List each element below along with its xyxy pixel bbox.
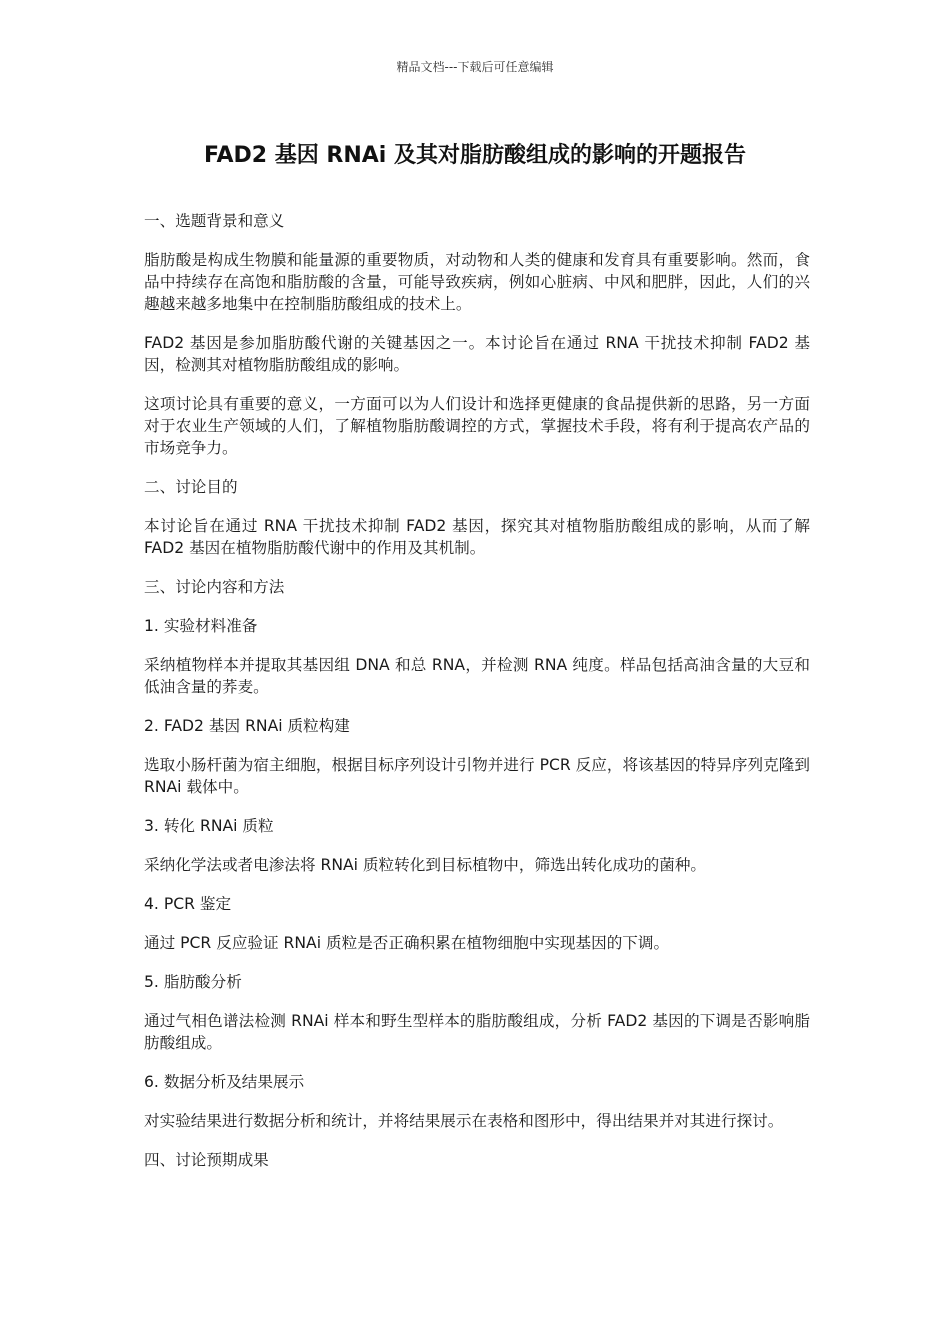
subheading-transformation: 3. 转化 RNAi 质粒 — [144, 817, 274, 835]
paragraph-data-analysis: 对实验结果进行数据分析和统计，并将结果展示在表格和图形中，得出结果并对其进行探讨。 — [144, 1112, 784, 1130]
paragraph-fatty-acid-analysis: 通过气相色谱法检测 RNAi 样本和野生型样本的脂肪酸组成，分析 FAD2 基因的下调是否影响脂肪酸组成。 — [144, 1012, 810, 1052]
paragraph-transformation: 采纳化学法或者电渗法将 RNAi 质粒转化到目标植物中，筛选出转化成功的菌种。 — [144, 856, 707, 874]
document-title: FAD2 基因 RNAi 及其对脂肪酸组成的影响的开题报告 — [204, 143, 746, 168]
paragraph-background-3: 这项讨论具有重要的意义，一方面可以为人们设计和选择更健康的食品提供新的思路，另一方面对于农业生产领域的人们，了解植物脂肪酸调控的方式，掌握技术手段，将有利于提高农产品的市场竞争力。 — [144, 395, 810, 457]
subheading-pcr: 4. PCR 鉴定 — [144, 895, 232, 913]
section-heading-methods: 三、讨论内容和方法 — [144, 578, 285, 596]
paragraph-purpose: 本讨论旨在通过 RNA 干扰技术抑制 FAD2 基因，探究其对植物脂肪酸组成的影响，从而了解 FAD2 基因在植物脂肪酸代谢中的作用及其机制。 — [144, 517, 810, 557]
header-note: 精品文档---下载后可任意编辑 — [396, 60, 554, 74]
subheading-fatty-acid-analysis: 5. 脂肪酸分析 — [144, 973, 242, 991]
subheading-materials: 1. 实验材料准备 — [144, 617, 258, 635]
paragraph-plasmid-construction: 选取小肠杆菌为宿主细胞，根据目标序列设计引物并进行 PCR 反应，将该基因的特异序列克隆到 RNAi 载体中。 — [144, 756, 810, 796]
paragraph-materials: 采纳植物样本并提取其基因组 DNA 和总 RNA，并检测 RNA 纯度。样品包括高油含量的大豆和低油含量的荞麦。 — [144, 656, 810, 696]
paragraph-background-1: 脂肪酸是构成生物膜和能量源的重要物质，对动物和人类的健康和发育具有重要影响。然而，食品中持续存在高饱和脂肪酸的含量，可能导致疾病，例如心脏病、中风和肥胖，因此，人们的兴趣越来越多地集中在控制脂肪酸组成的技术上。 — [144, 251, 810, 313]
subheading-data-analysis: 6. 数据分析及结果展示 — [144, 1073, 305, 1091]
document-body — [144, 210, 810, 1188]
subheading-plasmid-construction: 2. FAD2 基因 RNAi 质粒构建 — [144, 717, 350, 735]
paragraph-background-2: FAD2 基因是参加脂肪酸代谢的关键基因之一。本讨论旨在通过 RNA 干扰技术抑制 FAD2 基因，检测其对植物脂肪酸组成的影响。 — [144, 334, 810, 374]
paragraph-pcr: 通过 PCR 反应验证 RNAi 质粒是否正确积累在植物细胞中实现基因的下调。 — [144, 934, 670, 952]
section-heading-purpose: 二、讨论目的 — [144, 478, 238, 496]
section-heading-background: 一、选题背景和意义 — [144, 212, 285, 230]
section-heading-expected-results: 四、讨论预期成果 — [144, 1151, 269, 1169]
